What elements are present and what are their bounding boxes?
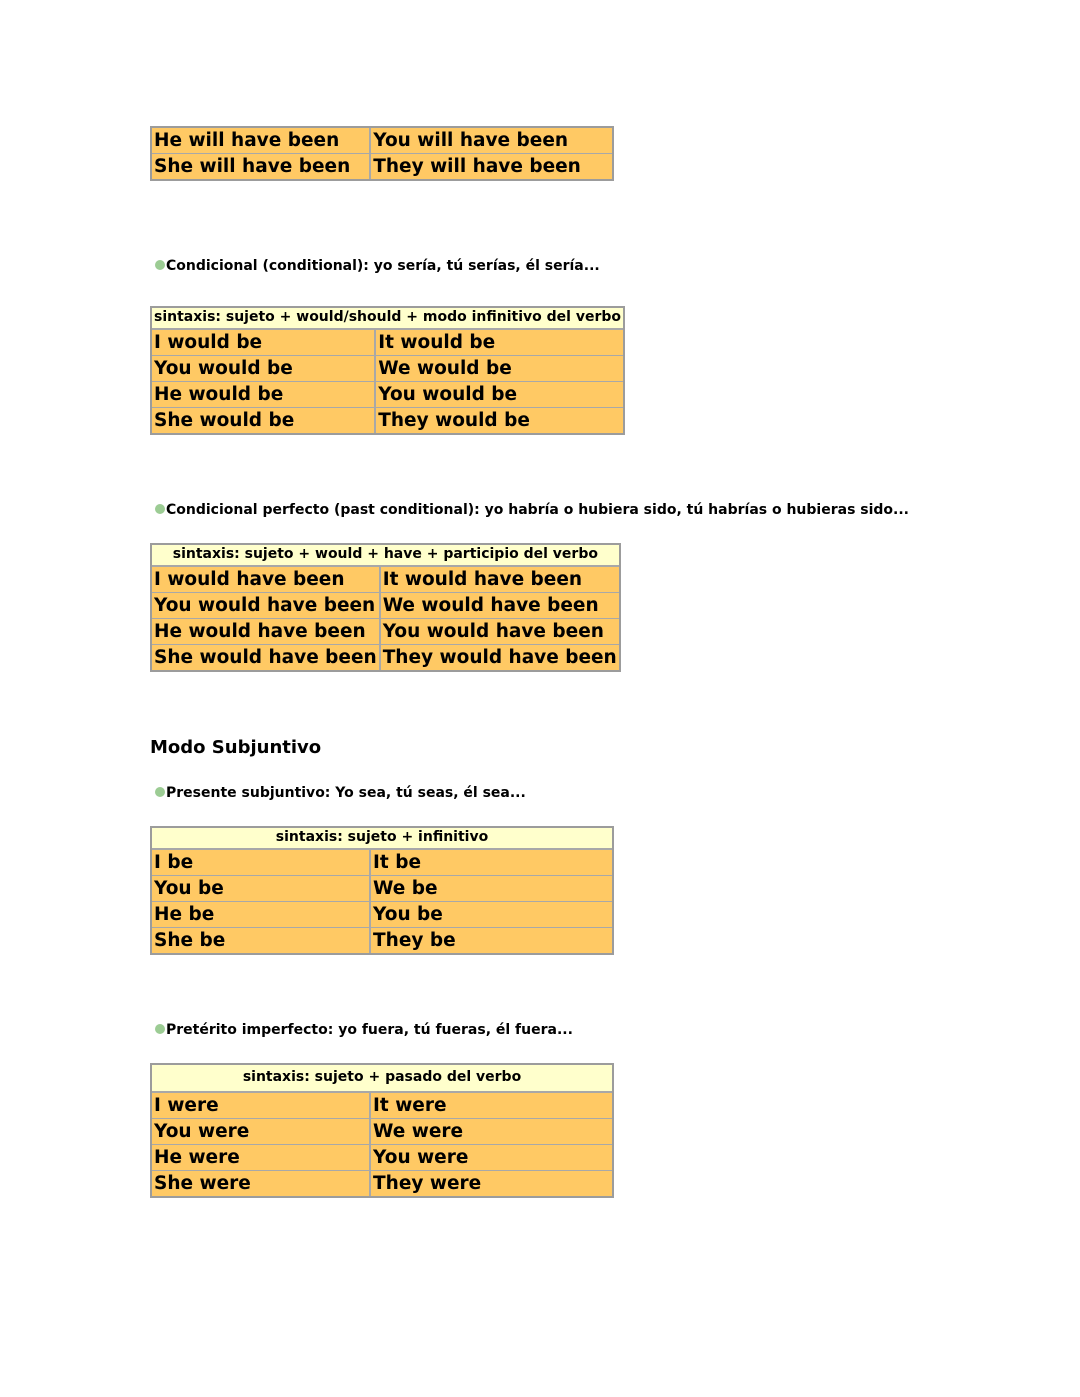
conjugation-cell: They were	[371, 1171, 612, 1196]
table-row	[152, 645, 619, 670]
present-subjunctive-table	[150, 826, 614, 955]
conjugation-cell: They would have been	[382, 647, 617, 668]
conjugation-cell: He be	[152, 902, 371, 928]
conjugation-cell: It would have been	[381, 567, 619, 593]
conjugation-cell: We would be	[376, 356, 623, 382]
conjugation-cell: I would be	[152, 330, 376, 356]
conditional-bullet	[155, 257, 600, 275]
syntax-cell: sintaxis: sujeto + infinitivo	[152, 828, 612, 850]
bullet-dot-icon	[155, 504, 165, 514]
syntax-cell: sintaxis: sujeto + pasado del verbo	[152, 1065, 612, 1093]
table-row	[152, 408, 623, 433]
conjugation-cell: I would have been	[152, 567, 381, 593]
conjugation-cell: She would have been	[152, 645, 381, 670]
table-row	[152, 567, 619, 593]
conjugation-cell: You were	[152, 1119, 371, 1145]
table-row	[152, 850, 612, 876]
table-row	[152, 902, 612, 928]
imperfect-subjunctive-table	[150, 1063, 614, 1198]
conjugation-cell: You would have been	[152, 593, 381, 619]
conjugation-cell: You be	[371, 902, 612, 928]
conditional-bullet-text: Condicional (conditional): yo sería, tú serías, él sería...	[166, 258, 600, 274]
table-row	[152, 382, 623, 408]
conjugation-cell: We were	[371, 1119, 612, 1145]
conjugation-cell: You be	[152, 876, 371, 902]
conjugation-cell: She would be	[152, 408, 376, 433]
table-row	[152, 1093, 612, 1119]
table-row	[152, 154, 612, 179]
conjugation-cell: I be	[152, 850, 371, 876]
bullet-dot-icon	[155, 787, 165, 797]
conjugation-cell: You will have been	[371, 128, 612, 154]
future-perfect-table	[150, 126, 614, 181]
bullet-dot-icon	[155, 260, 165, 270]
table-row	[152, 1119, 612, 1145]
conjugation-cell: He will have been	[152, 128, 371, 154]
table-row	[152, 593, 619, 619]
subjunctive-heading: Modo Subjuntivo	[150, 737, 322, 758]
table-row	[152, 876, 612, 902]
conjugation-cell: She be	[152, 928, 371, 953]
conjugation-cell: It were	[371, 1093, 612, 1119]
table-row	[152, 330, 623, 356]
past-conditional-table	[150, 543, 621, 672]
conjugation-cell: You would be	[152, 356, 376, 382]
syntax-row	[152, 828, 612, 850]
imperfect-subjunctive-bullet-text: Pretérito imperfecto: yo fuera, tú fueras, él fuera...	[166, 1022, 573, 1038]
conjugation-cell: We would have been	[381, 593, 619, 619]
table-row	[152, 1145, 612, 1171]
conjugation-cell: She were	[152, 1171, 371, 1196]
present-subjunctive-bullet	[155, 784, 526, 802]
conditional-table	[150, 306, 625, 435]
conjugation-cell: You would have been	[381, 619, 619, 645]
syntax-cell: sintaxis: sujeto + would + have + participio del verbo	[152, 545, 619, 567]
conjugation-cell: He would have been	[152, 619, 381, 645]
conjugation-cell: He would be	[152, 382, 376, 408]
conjugation-cell: They will have been	[371, 154, 612, 179]
conjugation-cell: She will have been	[152, 154, 371, 179]
syntax-row	[152, 545, 619, 567]
past-conditional-bullet	[155, 501, 909, 519]
syntax-row	[152, 1065, 612, 1093]
conjugation-cell: We be	[371, 876, 612, 902]
conjugation-cell: They be	[371, 928, 612, 953]
imperfect-subjunctive-bullet	[155, 1021, 573, 1039]
table-row	[152, 928, 612, 953]
conjugation-cell: It would be	[376, 330, 623, 356]
conjugation-cell: You were	[371, 1145, 612, 1171]
table-row	[152, 356, 623, 382]
syntax-cell: sintaxis: sujeto + would/should + modo infinitivo del verbo	[152, 308, 623, 330]
past-conditional-bullet-text: Condicional perfecto (past conditional): yo habría o hubiera sido, tú habrías o hubieras sido...	[166, 502, 909, 518]
conjugation-cell: You would be	[376, 382, 623, 408]
table-row	[152, 128, 612, 154]
syntax-row	[152, 308, 623, 330]
present-subjunctive-bullet-text: Presente subjuntivo: Yo sea, tú seas, él sea...	[166, 785, 526, 801]
conjugation-cell: He were	[152, 1145, 371, 1171]
table-row	[152, 1171, 612, 1196]
table-row	[152, 619, 619, 645]
conjugation-cell: They would be	[376, 408, 623, 433]
bullet-dot-icon	[155, 1024, 165, 1034]
conjugation-cell: I were	[152, 1093, 371, 1119]
conjugation-cell: It be	[371, 850, 612, 876]
